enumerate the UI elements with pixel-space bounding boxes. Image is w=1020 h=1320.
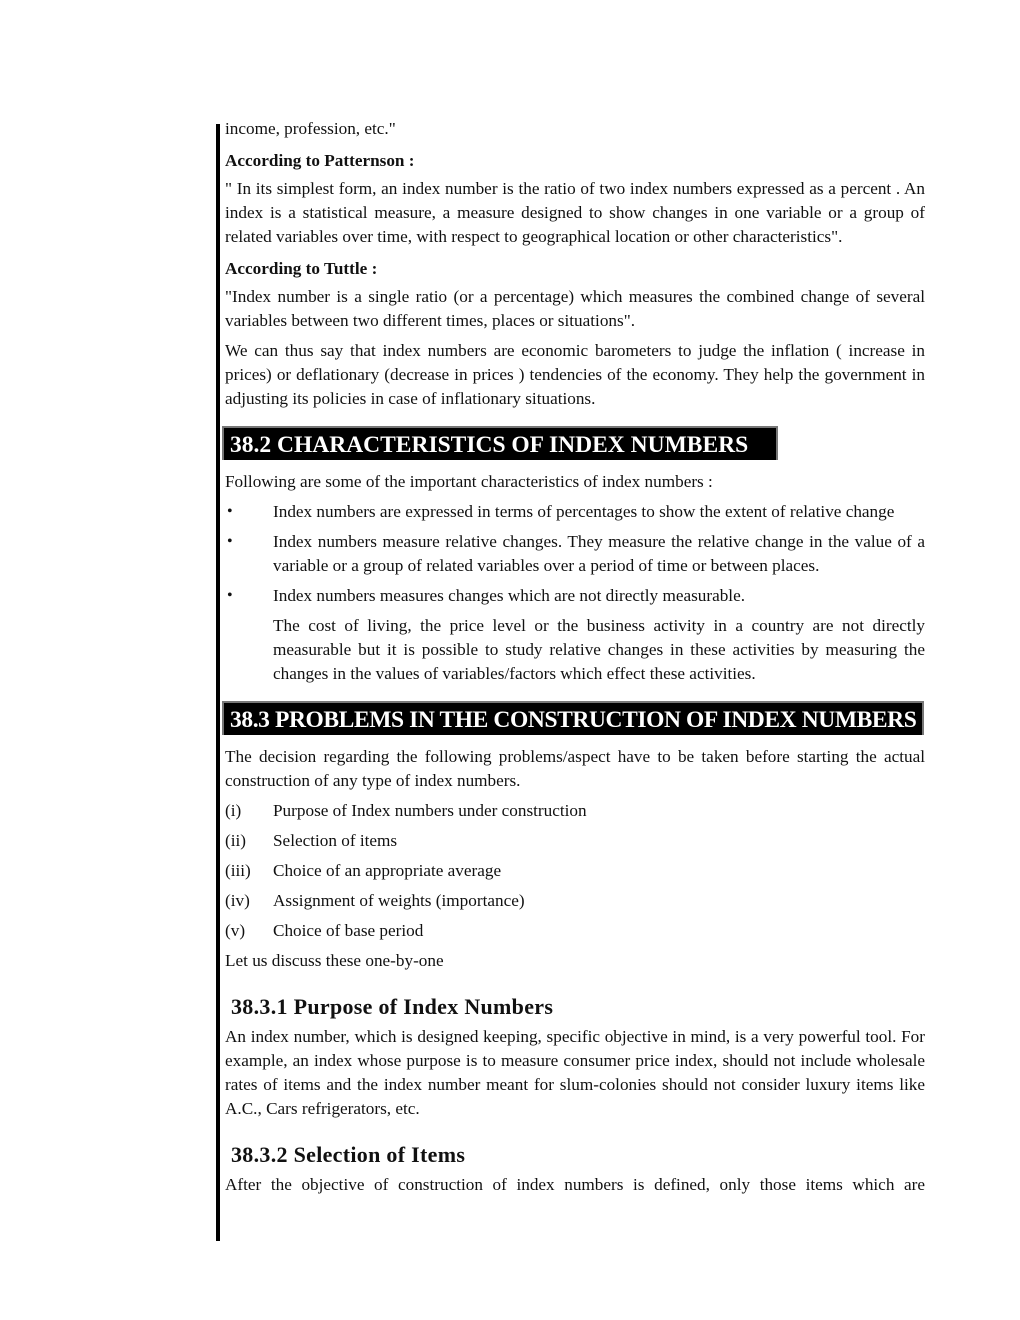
list-item-text: Choice of an appropriate average: [273, 861, 502, 880]
section-38-2-followup: The cost of living, the price level or the business activity in a country are not directly measurable but it is possible to study relative changes in these activities by measuring the changes in the values of variables/factors which effect these activities.: [273, 616, 925, 683]
list-item: [225, 919, 925, 943]
characteristics-list: [225, 500, 925, 608]
tuttle-heading: According to Tuttle :: [225, 259, 378, 278]
list-item-text: Index numbers measure relative changes. They measure the relative change in the value of a variable or a group of related variables over a period of time or between places.: [273, 532, 925, 575]
list-item: [225, 500, 925, 524]
list-marker: (i): [225, 801, 242, 820]
list-item: [225, 530, 925, 578]
list-item-text: Selection of items: [273, 831, 398, 850]
bullet-icon: •: [227, 503, 233, 520]
intro-line: income, profession, etc.": [225, 119, 396, 138]
section-38-3-1-body: An index number, which is designed keeping, specific objective in mind, is a very powerful tool. For example, an index whose purpose is to measure consumer price index, should not include wholesale rates of items and the index number meant for slum-colonies should not consider luxury items like A.C., Cars refrigerators, etc.: [225, 1027, 925, 1118]
section-38-2-banner: 38.2 CHARACTERISTICS OF INDEX NUMBERS: [222, 426, 778, 460]
margin-rule: [216, 124, 220, 1241]
list-marker: (ii): [225, 831, 246, 850]
problems-list: [225, 799, 925, 943]
summary-paragraph: We can thus say that index numbers are economic barometers to judge the inflation ( increase in prices) or deflationary (decrease in prices ) tendencies of the economy. They help the government in adjusting its policies in case of inflationary situations.: [225, 341, 925, 408]
list-item-text: Index numbers are expressed in terms of percentages to show the extent of relative change: [273, 502, 895, 521]
section-38-3-1-heading: 38.3.1 Purpose of Index Numbers: [231, 994, 554, 1019]
list-item: [225, 799, 925, 823]
bullet-icon: •: [227, 587, 233, 604]
section-38-3-intro: The decision regarding the following problems/aspect have to be taken before starting the actual construction of any type of index numbers.: [225, 747, 925, 790]
list-item: [225, 859, 925, 883]
bullet-icon: •: [227, 533, 233, 550]
list-item-text: Choice of base period: [273, 921, 424, 940]
list-marker: (iv): [225, 891, 250, 910]
list-item: [225, 889, 925, 913]
list-item-text: Index numbers measures changes which are not directly measurable.: [273, 586, 746, 605]
section-38-3-outro: Let us discuss these one-by-one: [225, 951, 444, 970]
tuttle-quote: "Index number is a single ratio (or a percentage) which measures the combined change of several variables between two different times, places or situations".: [225, 287, 925, 330]
section-38-3-2-body: After the objective of construction of index numbers is defined, only those items which are: [225, 1175, 925, 1194]
list-item-text: Purpose of Index numbers under construction: [273, 801, 587, 820]
section-38-2-intro: Following are some of the important characteristics of index numbers :: [225, 472, 713, 491]
patternson-heading: According to Patternson :: [225, 151, 415, 170]
section-38-3-2-heading: 38.3.2 Selection of Items: [231, 1142, 466, 1167]
list-item: [225, 584, 925, 608]
list-marker: (v): [225, 921, 246, 940]
list-marker: (iii): [225, 861, 251, 880]
document-page: [225, 117, 925, 1197]
list-item-text: Assignment of weights (importance): [273, 891, 525, 910]
section-38-3-banner: 38.3 PROBLEMS IN THE CONSTRUCTION OF INDEX NUMBERS: [222, 701, 924, 735]
list-item: [225, 829, 925, 853]
patternson-quote: " In its simplest form, an index number is the ratio of two index numbers expressed as a percent . An index is a statistical measure, a measure designed to show changes in one variable or a group of related variables over time, with respect to geographical location or other characteristics".: [225, 179, 925, 246]
